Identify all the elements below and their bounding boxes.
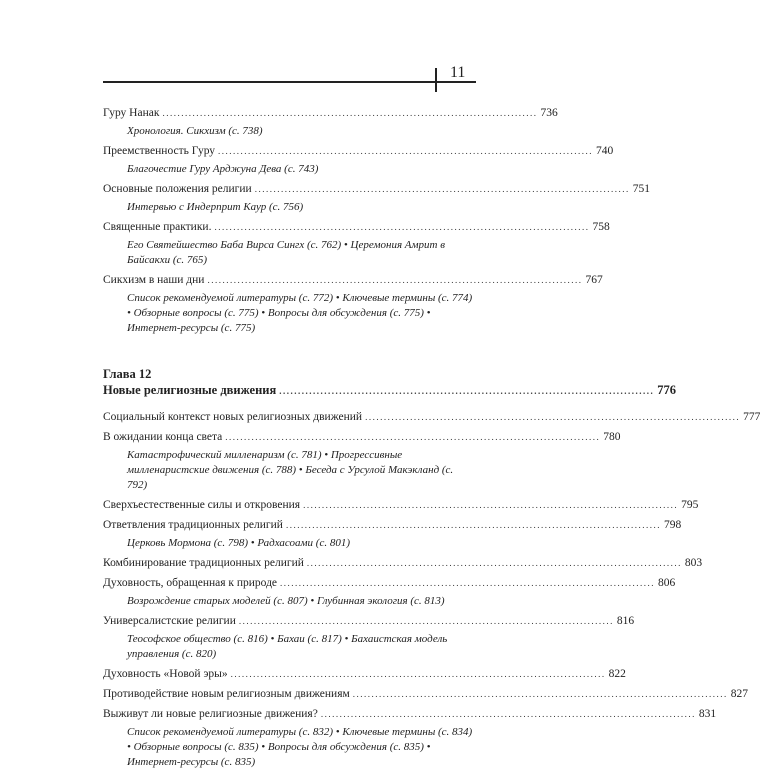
toc-entry-title: Священные практики. (103, 221, 212, 233)
toc-entry-title: Социальный контекст новых религиозных движений (103, 411, 363, 423)
toc-entry (103, 686, 749, 702)
dot-leader: .................................................................................................... (280, 578, 656, 588)
toc-entry-page: 736 (540, 107, 558, 119)
toc-entry (103, 272, 603, 288)
dot-leader: .................................................................................................... (218, 146, 594, 156)
toc-entry-title: В ожидании конца света (103, 431, 223, 443)
page-number: 11 (450, 64, 466, 81)
toc-entry-page: 816 (616, 615, 635, 627)
toc-entry (103, 517, 682, 533)
dot-leader: .................................................................................................... (352, 689, 728, 699)
toc-entry-title: Основные положения религии (103, 183, 252, 195)
toc-entry-page: 780 (603, 431, 621, 443)
dot-leader: .................................................................................................... (320, 709, 696, 719)
dot-leader: .................................................................................................... (303, 500, 679, 510)
toc-subentries: Благочестие Гуру Арджуна Дева (с. 743) (127, 163, 319, 175)
toc-entry-title: Сверхъестественные силы и откровения (103, 499, 301, 511)
chapter-title: Новые религиозные движения (103, 383, 277, 397)
toc-subentries: Возрождение старых моделей (с. 807) • Глубинная экология (с. 813) (127, 595, 445, 607)
toc-subentries: Хронология. Сикхизм (с. 738) (127, 125, 263, 137)
toc-subentries: Церковь Мормона (с. 798) • Радхасоами (с. 801) (127, 537, 351, 549)
toc-entry (103, 181, 650, 197)
toc-entry-title: Духовность, обращенная к природе (103, 577, 278, 589)
toc-entry-title: Противодействие новым религиозным движениям (103, 688, 350, 700)
chapter-title-entry (103, 382, 676, 399)
toc-entry-page: 767 (585, 274, 603, 286)
toc-subentries: Список рекомендуемой литературы (с. 832) • Ключевые термины (с. 834) • Обзорные вопросы (с. 835) • Вопросы для обсуждения (с. 835) • Интернет-ресурсы (с. 835) (127, 726, 473, 768)
toc-subentries: Интервью с Индерприт Каур (с. 756) (127, 201, 304, 213)
toc-entry-title: Выживут ли новые религиозные движения? (103, 708, 318, 720)
dot-leader: .................................................................................................... (306, 558, 682, 568)
dot-leader: .................................................................................................... (214, 222, 590, 232)
toc-entry-page: 740 (596, 145, 614, 157)
dot-leader: .................................................................................................... (225, 432, 601, 442)
dot-leader: .................................................................................................... (207, 275, 583, 285)
toc-entry (103, 575, 676, 591)
toc-entry-page: 758 (592, 221, 610, 233)
toc-entry (103, 555, 703, 571)
toc-subentries: Его Святейшество Баба Вирса Сингх (с. 762) • Церемония Амрит в Байсакхи (с. 765) (127, 239, 446, 266)
toc-subentries: Теософское общество (с. 816) • Бахаи (с. 817) • Бахаистская модель управления (с. 820) (127, 633, 448, 660)
header-divider (435, 68, 437, 92)
table-of-contents (103, 101, 760, 770)
header-rule (103, 81, 476, 83)
toc-subentries: Катастрофический милленаризм (с. 781) • Прогрессивные милленаристские движения (с. 788) • Беседа с Урсулой Макэкланд (с. 792) (127, 449, 454, 491)
toc-entry-page: 751 (632, 183, 650, 195)
toc-entry-title: Духовность «Новой эры» (103, 668, 228, 680)
toc-entry-page: 803 (684, 557, 703, 569)
dot-leader: .................................................................................................... (162, 108, 538, 118)
toc-entry-title: Комбинирование традиционных религий (103, 557, 304, 569)
dot-leader: .................................................................................................... (279, 386, 655, 396)
toc-section (103, 105, 650, 336)
toc-entry-page: 777 (743, 411, 760, 423)
toc-entry (103, 613, 635, 629)
toc-entry-title: Гуру Нанак (103, 107, 160, 119)
toc-entry (103, 409, 760, 425)
dot-leader: .................................................................................................... (238, 616, 614, 626)
toc-entry (103, 219, 610, 235)
toc-subentries: Список рекомендуемой литературы (с. 772) • Ключевые термины (с. 774) • Обзорные вопросы (с. 775) • Вопросы для обсуждения (с. 775) • Интернет-ресурсы (с. 775) (127, 292, 473, 334)
dot-leader: .................................................................................................... (365, 412, 741, 422)
toc-entry-page: 827 (730, 688, 749, 700)
toc-entry (103, 429, 621, 445)
dot-leader: .................................................................................................... (254, 184, 630, 194)
toc-entry-title: Преемственность Гуру (103, 145, 216, 157)
chapter-label: Глава 12 (103, 367, 152, 381)
toc-entry-page: 806 (658, 577, 676, 589)
toc-entry (103, 105, 558, 121)
toc-entry-title: Универсалистские религии (103, 615, 236, 627)
toc-entry-page: 795 (681, 499, 699, 511)
toc-entry-title: Сикхизм в наши дни (103, 274, 205, 286)
chapter-page: 776 (657, 383, 676, 397)
toc-entry-page: 798 (663, 519, 682, 531)
toc-entry (103, 706, 717, 722)
toc-entry-page: 822 (608, 668, 626, 680)
dot-leader: .................................................................................................... (285, 520, 661, 530)
toc-entry (103, 143, 614, 159)
dot-leader: .................................................................................................... (230, 669, 606, 679)
toc-entry (103, 666, 626, 682)
toc-entry (103, 497, 699, 513)
toc-entry-page: 831 (698, 708, 717, 720)
toc-entry-title: Ответвления традиционных религий (103, 519, 283, 531)
